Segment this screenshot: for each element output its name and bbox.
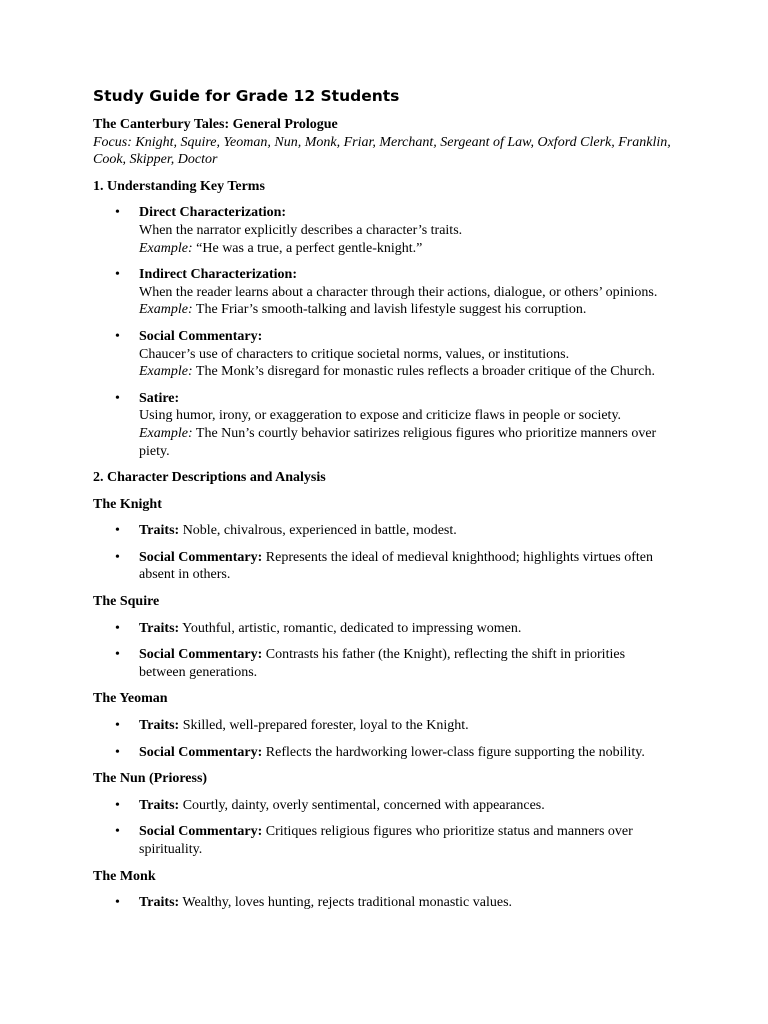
- character-list-monk: [93, 894, 675, 912]
- list-item: [93, 894, 675, 912]
- traits-label: Traits:: [139, 620, 180, 636]
- character-heading-monk: The Monk: [93, 868, 156, 884]
- commentary-text: Reflects the hardworking lower-class figure supporting the nobility.: [262, 744, 645, 760]
- term-label: Direct Characterization:: [139, 205, 287, 221]
- traits-label: Traits:: [139, 895, 180, 911]
- bullet-icon: •: [115, 895, 120, 911]
- traits-label: Traits:: [139, 718, 180, 734]
- character-list-nun: [93, 797, 675, 859]
- list-item: [93, 646, 675, 681]
- example-label: Example:: [139, 302, 193, 318]
- commentary-label: Social Commentary:: [139, 824, 263, 840]
- bullet-icon: •: [115, 824, 120, 840]
- key-terms-list: [93, 204, 675, 460]
- commentary-label: Social Commentary:: [139, 549, 263, 565]
- bullet-icon: •: [115, 267, 120, 283]
- commentary-text: Represents the ideal of medieval knighthood; highlights virtues often absent in others.: [139, 549, 654, 583]
- focus-line: Focus: Knight, Squire, Yeoman, Nun, Monk, Friar, Merchant, Sergeant of Law, Oxford Clerk, Franklin, Cook, Skipper, Doctor: [93, 134, 671, 168]
- bullet-icon: •: [115, 647, 120, 663]
- traits-text: Skilled, well-prepared forester, loyal to the Knight.: [179, 718, 469, 734]
- character-list-yeoman: [93, 717, 675, 761]
- term-label: Social Commentary:: [139, 328, 263, 344]
- term-example: [139, 425, 675, 460]
- term-example: [139, 363, 675, 381]
- bullet-icon: •: [115, 523, 120, 539]
- list-item: [93, 522, 675, 540]
- list-item: [93, 204, 675, 257]
- traits-text: Wealthy, loves hunting, rejects traditional monastic values.: [179, 895, 513, 911]
- character-list-squire: [93, 620, 675, 682]
- character-heading-knight: The Knight: [93, 496, 162, 512]
- commentary-label: Social Commentary:: [139, 744, 263, 760]
- bullet-icon: •: [115, 797, 120, 813]
- example-text: The Monk’s disregard for monastic rules reflects a broader critique of the Church.: [192, 364, 656, 380]
- character-heading-nun: The Nun (Prioress): [93, 771, 208, 787]
- bullet-icon: •: [115, 718, 120, 734]
- term-example: [139, 240, 675, 258]
- commentary-label: Social Commentary:: [139, 647, 263, 663]
- term-example: [139, 301, 675, 319]
- list-item: [93, 390, 675, 460]
- list-item: [93, 266, 675, 319]
- list-item: [93, 549, 675, 584]
- example-text: The Friar’s smooth-talking and lavish lifestyle suggest his corruption.: [192, 302, 587, 318]
- example-text: “He was a true, a perfect gentle-knight.”: [192, 240, 423, 256]
- example-label: Example:: [139, 364, 193, 380]
- commentary-text: Critiques religious figures who prioritize status and manners over spirituality.: [139, 824, 633, 857]
- bullet-icon: •: [115, 390, 120, 406]
- list-item: [93, 823, 675, 858]
- bullet-icon: •: [115, 620, 120, 636]
- term-definition: When the reader learns about a character through their actions, dialogue, or others’ opinions.: [139, 284, 658, 300]
- traits-text: Noble, chivalrous, experienced in battle, modest.: [179, 523, 457, 539]
- list-item: [93, 797, 675, 815]
- section-heading-characters: 2. Character Descriptions and Analysis: [93, 470, 326, 486]
- document-title: Study Guide for Grade 12 Students: [93, 87, 400, 105]
- traits-label: Traits:: [139, 523, 180, 539]
- term-label: Indirect Characterization:: [139, 267, 297, 283]
- document-subtitle: The Canterbury Tales: General Prologue: [93, 117, 338, 132]
- character-heading-squire: The Squire: [93, 594, 160, 610]
- character-list-knight: [93, 522, 675, 584]
- traits-label: Traits:: [139, 797, 180, 813]
- term-label: Satire:: [139, 390, 180, 406]
- example-label: Example:: [139, 425, 193, 441]
- list-item: [93, 620, 675, 638]
- example-text: The Nun’s courtly behavior satirizes religious figures who prioritize manners over piety.: [139, 425, 657, 459]
- section-heading-key-terms: 1. Understanding Key Terms: [93, 178, 265, 194]
- traits-text: Courtly, dainty, overly sentimental, concerned with appearances.: [179, 797, 545, 813]
- list-item: [93, 744, 675, 762]
- bullet-icon: •: [115, 205, 120, 221]
- bullet-icon: •: [115, 744, 120, 760]
- list-item: [93, 717, 675, 735]
- bullet-icon: •: [115, 328, 120, 344]
- term-definition: When the narrator explicitly describes a character’s traits.: [139, 222, 463, 238]
- traits-text: Youthful, artistic, romantic, dedicated to impressing women.: [179, 620, 522, 636]
- character-heading-yeoman: The Yeoman: [93, 691, 168, 707]
- term-definition: Using humor, irony, or exaggeration to expose and criticize flaws in people or society.: [139, 408, 622, 424]
- term-definition: Chaucer’s use of characters to critique societal norms, values, or institutions.: [139, 346, 570, 362]
- example-label: Example:: [139, 240, 193, 256]
- bullet-icon: •: [115, 549, 120, 565]
- commentary-text: Contrasts his father (the Knight), reflecting the shift in priorities between generations.: [139, 647, 626, 680]
- list-item: [93, 328, 675, 381]
